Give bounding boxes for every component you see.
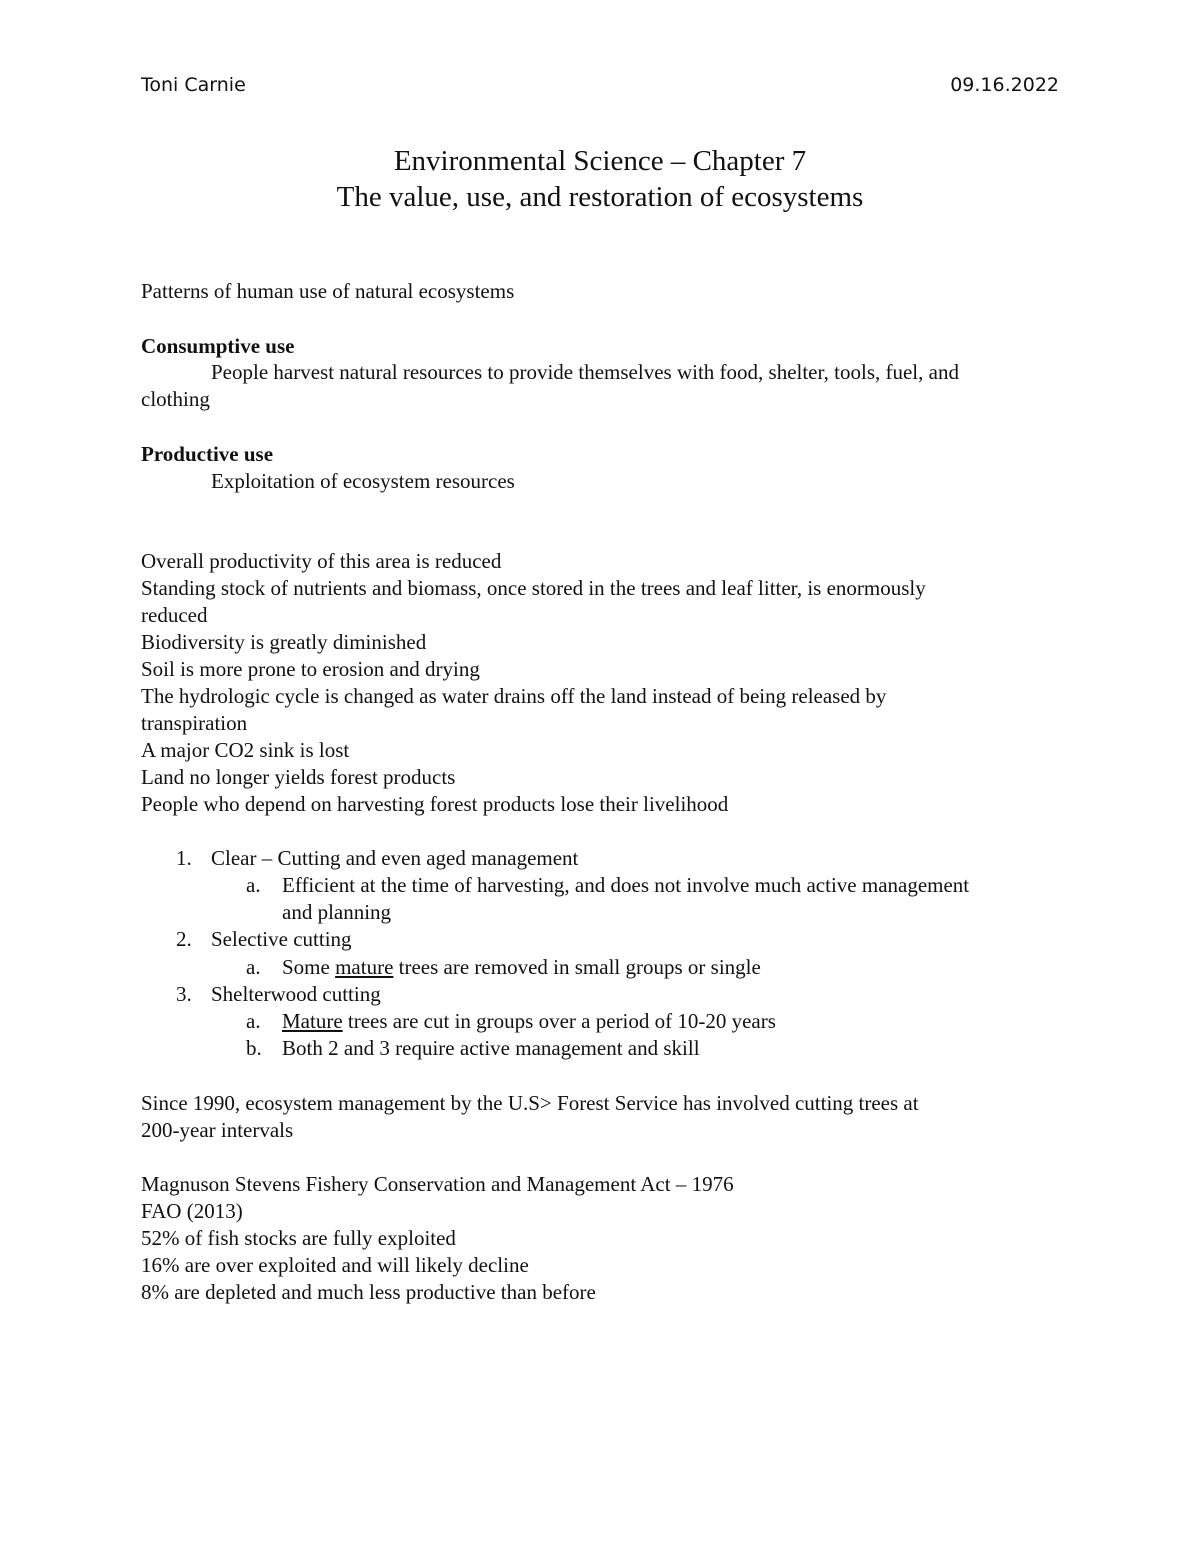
sub-item-text: Some bbox=[282, 955, 336, 979]
list-letter: b. bbox=[246, 1036, 262, 1060]
intro-line: Patterns of human use of natural ecosystems bbox=[141, 279, 515, 303]
sub-item-clear-cutting-cont: and planning bbox=[282, 900, 392, 924]
consumptive-use-text: People harvest natural resources to provide themselves with food, shelter, tools, fuel, and bbox=[211, 360, 959, 384]
effect-line: transpiration bbox=[141, 711, 248, 735]
fish-stock-line: 16% are over exploited and will likely decline bbox=[141, 1253, 529, 1277]
effect-line: reduced bbox=[141, 603, 208, 627]
list-letter: a. bbox=[246, 955, 261, 979]
author-name: Toni Carnie bbox=[141, 74, 246, 96]
list-item-shelterwood-cutting: Shelterwood cutting bbox=[211, 982, 381, 1006]
effect-line: Soil is more prone to erosion and drying bbox=[141, 657, 480, 681]
sub-item-text: trees are cut in groups over a period of 10-20 years bbox=[342, 1009, 776, 1033]
since-1990-text: Since 1990, ecosystem management by the U.S> Forest Service has involved cutting trees at bbox=[141, 1091, 919, 1115]
fish-stock-line: 8% are depleted and much less productive than before bbox=[141, 1280, 596, 1304]
effect-line: Biodiversity is greatly diminished bbox=[141, 630, 427, 654]
effect-line: The hydrologic cycle is changed as water drains off the land instead of being released by bbox=[141, 684, 887, 708]
effect-line: Land no longer yields forest products bbox=[141, 765, 456, 789]
underlined-word: mature bbox=[335, 955, 394, 979]
consumptive-use-heading: Consumptive use bbox=[141, 334, 295, 358]
productive-use-text: Exploitation of ecosystem resources bbox=[211, 469, 515, 493]
fao-line: FAO (2013) bbox=[141, 1199, 243, 1223]
sub-item-text: trees are removed in small groups or single bbox=[393, 955, 761, 979]
fish-stock-line: 52% of fish stocks are fully exploited bbox=[141, 1226, 456, 1250]
document-title: Environmental Science – Chapter 7 bbox=[393, 145, 807, 177]
sub-item-shelterwood-cutting bbox=[282, 1008, 776, 1035]
list-item-clear-cutting: Clear – Cutting and even aged management bbox=[211, 846, 579, 870]
sub-item-clear-cutting: Efficient at the time of harvesting, and does not involve much active management bbox=[282, 873, 970, 897]
list-item-selective-cutting: Selective cutting bbox=[211, 927, 352, 951]
underlined-word: Mature bbox=[282, 1009, 343, 1033]
list-number: 3. bbox=[176, 982, 192, 1006]
list-number: 1. bbox=[176, 846, 192, 870]
list-letter: a. bbox=[246, 1009, 261, 1033]
effect-line: People who depend on harvesting forest products lose their livelihood bbox=[141, 792, 729, 816]
document-subtitle: The value, use, and restoration of ecosystems bbox=[336, 181, 864, 213]
document-date: 09.16.2022 bbox=[950, 74, 1059, 96]
effect-line: Overall productivity of this area is reduced bbox=[141, 549, 502, 573]
effect-line: A major CO2 sink is lost bbox=[141, 738, 350, 762]
consumptive-use-text-cont: clothing bbox=[141, 387, 210, 411]
effect-line: Standing stock of nutrients and biomass, once stored in the trees and leaf litter, is enormously bbox=[141, 576, 926, 600]
since-1990-text-cont: 200-year intervals bbox=[141, 1118, 294, 1142]
productive-use-heading: Productive use bbox=[141, 442, 274, 466]
sub-item-selective-cutting bbox=[282, 954, 761, 981]
fishery-act-line: Magnuson Stevens Fishery Conservation and Management Act – 1976 bbox=[141, 1172, 734, 1196]
sub-item-management-skill: Both 2 and 3 require active management and skill bbox=[282, 1036, 700, 1060]
list-number: 2. bbox=[176, 927, 192, 951]
list-letter: a. bbox=[246, 873, 261, 897]
